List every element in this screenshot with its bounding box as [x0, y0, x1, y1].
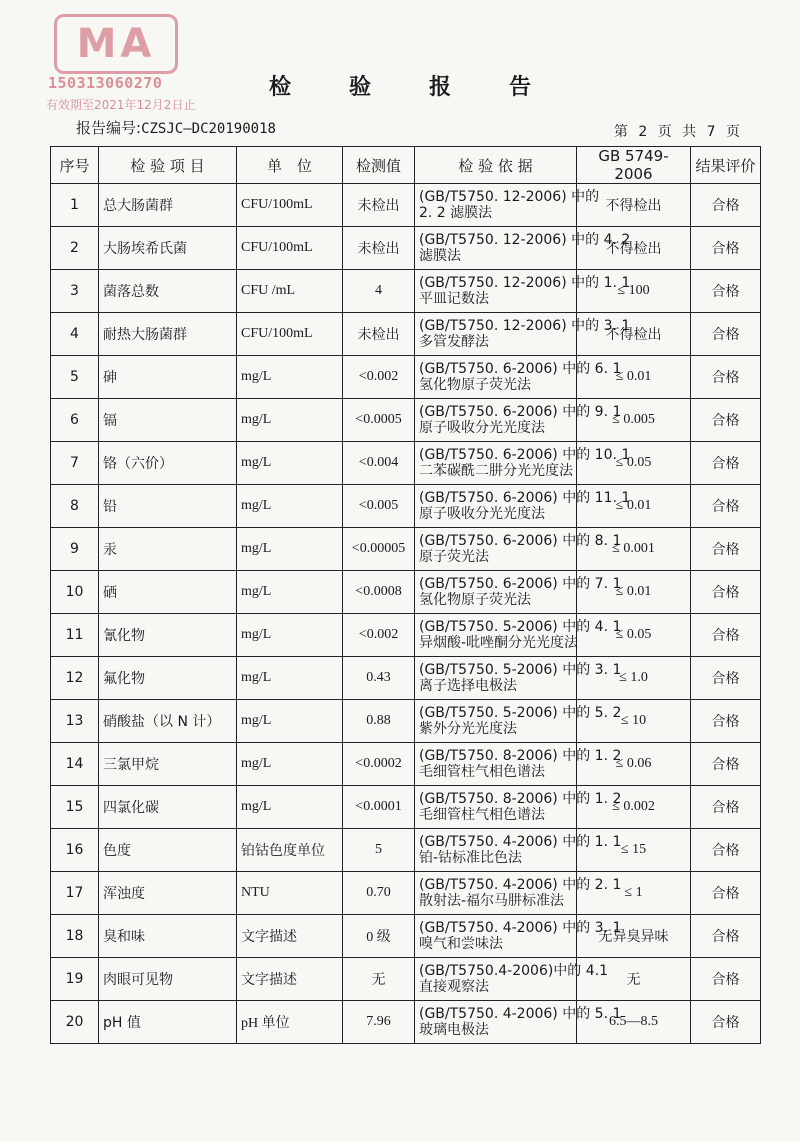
result-evaluation: 合格: [691, 571, 761, 614]
table-row: [51, 528, 761, 571]
result-evaluation: 合格: [691, 915, 761, 958]
measured-value: 未检出: [343, 313, 415, 356]
test-basis-method: 氢化物原子荧光法: [419, 592, 531, 608]
standard-limit: 不得检出: [577, 184, 691, 227]
test-basis-method: 紫外分光光度法: [419, 721, 517, 737]
row-number: 1: [51, 184, 99, 227]
measured-value: 未检出: [343, 184, 415, 227]
test-basis-standard: (GB/T5750. 6-2006) 中的 6. 1: [419, 361, 622, 377]
test-item: 砷: [99, 356, 237, 399]
measured-value: <0.0001: [343, 786, 415, 829]
test-basis-method: 2. 2 滤膜法: [419, 205, 493, 221]
test-basis: [415, 614, 622, 657]
row-number: 19: [51, 958, 99, 1001]
result-evaluation: 合格: [691, 872, 761, 915]
standard-limit: 无: [577, 958, 691, 1001]
row-number: 14: [51, 743, 99, 786]
header-item: 检 验 项 目: [99, 147, 237, 184]
result-evaluation: 合格: [691, 829, 761, 872]
unit: pH 单位: [237, 1001, 343, 1044]
unit: CFU /mL: [237, 270, 343, 313]
row-number: 17: [51, 872, 99, 915]
report-number-label: 报告编号:: [76, 119, 142, 137]
measured-value: 无: [343, 958, 415, 1001]
unit: 文字描述: [237, 958, 343, 1001]
table-row: [51, 700, 761, 743]
stamp-validity: 有效期至2021年12月2日止: [46, 98, 196, 112]
test-basis-standard: (GB/T5750. 6-2006) 中的 9. 1: [419, 404, 622, 420]
test-basis-method: 原子荧光法: [419, 549, 489, 565]
table-row: [51, 356, 761, 399]
standard-limit: ≤ 0.06: [577, 743, 691, 786]
measured-value: 0 级: [343, 915, 415, 958]
report-number: [76, 117, 276, 138]
unit: mg/L: [237, 399, 343, 442]
test-basis-standard: (GB/T5750. 12-2006) 中的: [419, 189, 600, 205]
stamp-code: 150313060270: [48, 74, 163, 92]
result-evaluation: 合格: [691, 270, 761, 313]
measured-value: 0.88: [343, 700, 415, 743]
report-table: [50, 146, 761, 1044]
unit: 铂钴色度单位: [237, 829, 343, 872]
test-basis-standard: (GB/T5750. 4-2006) 中的 2. 1: [419, 877, 622, 893]
table-row: [51, 829, 761, 872]
test-basis-method: 异烟酸-吡唑酮分光光度法: [419, 635, 579, 651]
unit: mg/L: [237, 528, 343, 571]
standard-limit: ≤ 0.001: [577, 528, 691, 571]
standard-limit: 无异臭异味: [577, 915, 691, 958]
test-basis-method: 原子吸收分光光度法: [419, 420, 545, 436]
row-number: 6: [51, 399, 99, 442]
result-evaluation: 合格: [691, 399, 761, 442]
report-number-value: CZSJC—DC20190018: [141, 121, 276, 137]
result-evaluation: 合格: [691, 485, 761, 528]
test-basis: [415, 1001, 622, 1044]
standard-limit: ≤ 0.05: [577, 442, 691, 485]
measured-value: 未检出: [343, 227, 415, 270]
table-row: [51, 270, 761, 313]
test-item: 肉眼可见物: [99, 958, 237, 1001]
test-item: 氟化物: [99, 657, 237, 700]
table-row: [51, 614, 761, 657]
row-number: 20: [51, 1001, 99, 1044]
test-basis: [415, 700, 622, 743]
header-unit: 单 位: [237, 147, 343, 184]
test-item: 三氯甲烷: [99, 743, 237, 786]
measured-value: <0.002: [343, 356, 415, 399]
unit: NTU: [237, 872, 343, 915]
test-basis: [415, 829, 622, 872]
standard-limit: 不得检出: [577, 313, 691, 356]
test-basis: [415, 184, 600, 227]
result-evaluation: 合格: [691, 958, 761, 1001]
unit: mg/L: [237, 786, 343, 829]
result-evaluation: 合格: [691, 442, 761, 485]
test-basis: [415, 442, 631, 485]
header-basis: 检 验 依 据: [415, 147, 577, 184]
row-number: 9: [51, 528, 99, 571]
row-number: 11: [51, 614, 99, 657]
test-item: 硒: [99, 571, 237, 614]
row-number: 18: [51, 915, 99, 958]
measured-value: 5: [343, 829, 415, 872]
standard-limit: ≤ 100: [577, 270, 691, 313]
row-number: 10: [51, 571, 99, 614]
test-basis-standard: (GB/T5750. 6-2006) 中的 8. 1: [419, 533, 622, 549]
table-header-row: [51, 147, 761, 184]
unit: CFU/100mL: [237, 313, 343, 356]
test-basis: [415, 872, 622, 915]
measured-value: <0.0008: [343, 571, 415, 614]
standard-limit: ≤ 1.0: [577, 657, 691, 700]
test-basis-method: 铂-钴标准比色法: [419, 850, 523, 866]
table-row: [51, 786, 761, 829]
unit: mg/L: [237, 356, 343, 399]
test-basis-standard: (GB/T5750. 12-2006) 中的 1. 1: [419, 275, 631, 291]
test-basis-standard: (GB/T5750. 5-2006) 中的 5. 2: [419, 705, 622, 721]
standard-limit: 不得检出: [577, 227, 691, 270]
result-evaluation: 合格: [691, 743, 761, 786]
test-item: 氰化物: [99, 614, 237, 657]
test-item: 臭和味: [99, 915, 237, 958]
test-basis-method: 直接观察法: [419, 979, 489, 995]
test-basis-standard: (GB/T5750. 4-2006) 中的 1. 1: [419, 834, 622, 850]
table-row: [51, 657, 761, 700]
test-item: 镉: [99, 399, 237, 442]
header-no: 序号: [51, 147, 99, 184]
standard-limit: ≤ 0.01: [577, 356, 691, 399]
row-number: 16: [51, 829, 99, 872]
test-basis-method: 散射法-福尔马肼标准法: [419, 893, 565, 909]
table-row: [51, 872, 761, 915]
test-basis-standard: (GB/T5750. 5-2006) 中的 3. 1: [419, 662, 622, 678]
test-basis-method: 毛细管柱气相色谱法: [419, 764, 545, 780]
row-number: 8: [51, 485, 99, 528]
test-basis-method: 毛细管柱气相色谱法: [419, 807, 545, 823]
measured-value: <0.0002: [343, 743, 415, 786]
test-item: 硝酸盐（以 N 计）: [99, 700, 237, 743]
row-number: 13: [51, 700, 99, 743]
test-basis-standard: (GB/T5750. 4-2006) 中的 3. 1: [419, 920, 622, 936]
test-basis: [415, 915, 622, 958]
measured-value: 0.43: [343, 657, 415, 700]
standard-limit: ≤ 1: [577, 872, 691, 915]
measured-value: <0.004: [343, 442, 415, 485]
test-basis-standard: (GB/T5750. 12-2006) 中的 3. 1: [419, 318, 631, 334]
result-evaluation: 合格: [691, 227, 761, 270]
table-row: [51, 184, 761, 227]
row-number: 15: [51, 786, 99, 829]
row-number: 3: [51, 270, 99, 313]
row-number: 5: [51, 356, 99, 399]
table-row: [51, 743, 761, 786]
test-basis-method: 原子吸收分光光度法: [419, 506, 545, 522]
table-row: [51, 571, 761, 614]
test-basis: [415, 399, 622, 442]
test-basis: [415, 313, 631, 356]
test-basis-standard: (GB/T5750. 4-2006) 中的 5. 1: [419, 1006, 622, 1022]
table-row: [51, 915, 761, 958]
standard-limit: ≤ 0.05: [577, 614, 691, 657]
test-basis-method: 氢化物原子荧光法: [419, 377, 531, 393]
page-title: 检验报告: [268, 75, 589, 100]
table-row: [51, 227, 761, 270]
measured-value: <0.00005: [343, 528, 415, 571]
test-basis-method: 玻璃电极法: [419, 1022, 489, 1038]
unit: mg/L: [237, 614, 343, 657]
test-basis: [415, 657, 622, 700]
row-number: 2: [51, 227, 99, 270]
measured-value: <0.002: [343, 614, 415, 657]
test-item: 汞: [99, 528, 237, 571]
header-value: 检测值: [343, 147, 415, 184]
test-basis: [415, 786, 622, 829]
test-basis-method: 滤膜法: [419, 248, 461, 264]
header-result: 结果评价: [691, 147, 761, 184]
table-row: [51, 1001, 761, 1044]
test-item: 耐热大肠菌群: [99, 313, 237, 356]
test-basis-standard: (GB/T5750. 12-2006) 中的 4. 2: [419, 232, 631, 248]
test-basis-standard: (GB/T5750. 6-2006) 中的 7. 1: [419, 576, 622, 592]
test-basis: [415, 958, 609, 1001]
cma-logo: MA: [54, 14, 178, 74]
test-basis: [415, 227, 631, 270]
result-evaluation: 合格: [691, 1001, 761, 1044]
unit: mg/L: [237, 700, 343, 743]
standard-limit: ≤ 0.005: [577, 399, 691, 442]
standard-limit: ≤ 10: [577, 700, 691, 743]
standard-limit: ≤ 0.002: [577, 786, 691, 829]
table-row: [51, 442, 761, 485]
measured-value: 4: [343, 270, 415, 313]
unit: mg/L: [237, 485, 343, 528]
test-basis-standard: (GB/T5750. 6-2006) 中的 10. 1: [419, 447, 631, 463]
measured-value: 7.96: [343, 1001, 415, 1044]
test-basis-method: 二苯碳酰二肼分光光度法: [419, 463, 573, 479]
test-basis: [415, 356, 622, 399]
standard-limit: ≤ 0.01: [577, 571, 691, 614]
result-evaluation: 合格: [691, 786, 761, 829]
test-basis-standard: (GB/T5750. 6-2006) 中的 11. 1: [419, 490, 631, 506]
test-item: 大肠埃希氏菌: [99, 227, 237, 270]
test-basis: [415, 743, 622, 786]
header-standard: GB 5749-2006: [577, 147, 691, 184]
result-evaluation: 合格: [691, 528, 761, 571]
test-item: 色度: [99, 829, 237, 872]
result-evaluation: 合格: [691, 614, 761, 657]
test-item: 铬（六价）: [99, 442, 237, 485]
test-item: 菌落总数: [99, 270, 237, 313]
result-evaluation: 合格: [691, 313, 761, 356]
unit: mg/L: [237, 571, 343, 614]
test-basis: [415, 528, 622, 571]
page-info: 第 2 页 共 7 页: [613, 124, 740, 140]
test-basis-standard: (GB/T5750. 8-2006) 中的 1. 2: [419, 791, 622, 807]
unit: mg/L: [237, 743, 343, 786]
table-row: [51, 485, 761, 528]
test-basis-method: 离子选择电极法: [419, 678, 517, 694]
test-item: 铅: [99, 485, 237, 528]
standard-limit: ≤ 0.01: [577, 485, 691, 528]
unit: 文字描述: [237, 915, 343, 958]
row-number: 4: [51, 313, 99, 356]
standard-limit: 6.5—8.5: [577, 1001, 691, 1044]
measured-value: <0.0005: [343, 399, 415, 442]
result-evaluation: 合格: [691, 184, 761, 227]
test-basis-standard: (GB/T5750. 8-2006) 中的 1. 2: [419, 748, 622, 764]
table-row: [51, 313, 761, 356]
unit: mg/L: [237, 442, 343, 485]
measured-value: 0.70: [343, 872, 415, 915]
test-basis-method: 嗅气和尝味法: [419, 936, 503, 952]
test-item: 四氯化碳: [99, 786, 237, 829]
test-basis: [415, 270, 631, 313]
test-basis-standard: (GB/T5750.4-2006)中的 4.1: [419, 963, 609, 979]
table-row: [51, 399, 761, 442]
measured-value: <0.005: [343, 485, 415, 528]
row-number: 7: [51, 442, 99, 485]
test-item: 总大肠菌群: [99, 184, 237, 227]
test-basis-method: 多管发酵法: [419, 334, 489, 350]
cma-stamp: [44, 10, 194, 120]
test-item: pH 值: [99, 1001, 237, 1044]
unit: CFU/100mL: [237, 184, 343, 227]
test-item: 浑浊度: [99, 872, 237, 915]
unit: CFU/100mL: [237, 227, 343, 270]
test-basis-method: 平皿记数法: [419, 291, 489, 307]
test-basis-standard: (GB/T5750. 5-2006) 中的 4. 1: [419, 619, 622, 635]
unit: mg/L: [237, 657, 343, 700]
result-evaluation: 合格: [691, 700, 761, 743]
test-basis: [415, 571, 622, 614]
table-row: [51, 958, 761, 1001]
result-evaluation: 合格: [691, 356, 761, 399]
test-basis: [415, 485, 631, 528]
standard-limit: ≤ 15: [577, 829, 691, 872]
result-evaluation: 合格: [691, 657, 761, 700]
row-number: 12: [51, 657, 99, 700]
